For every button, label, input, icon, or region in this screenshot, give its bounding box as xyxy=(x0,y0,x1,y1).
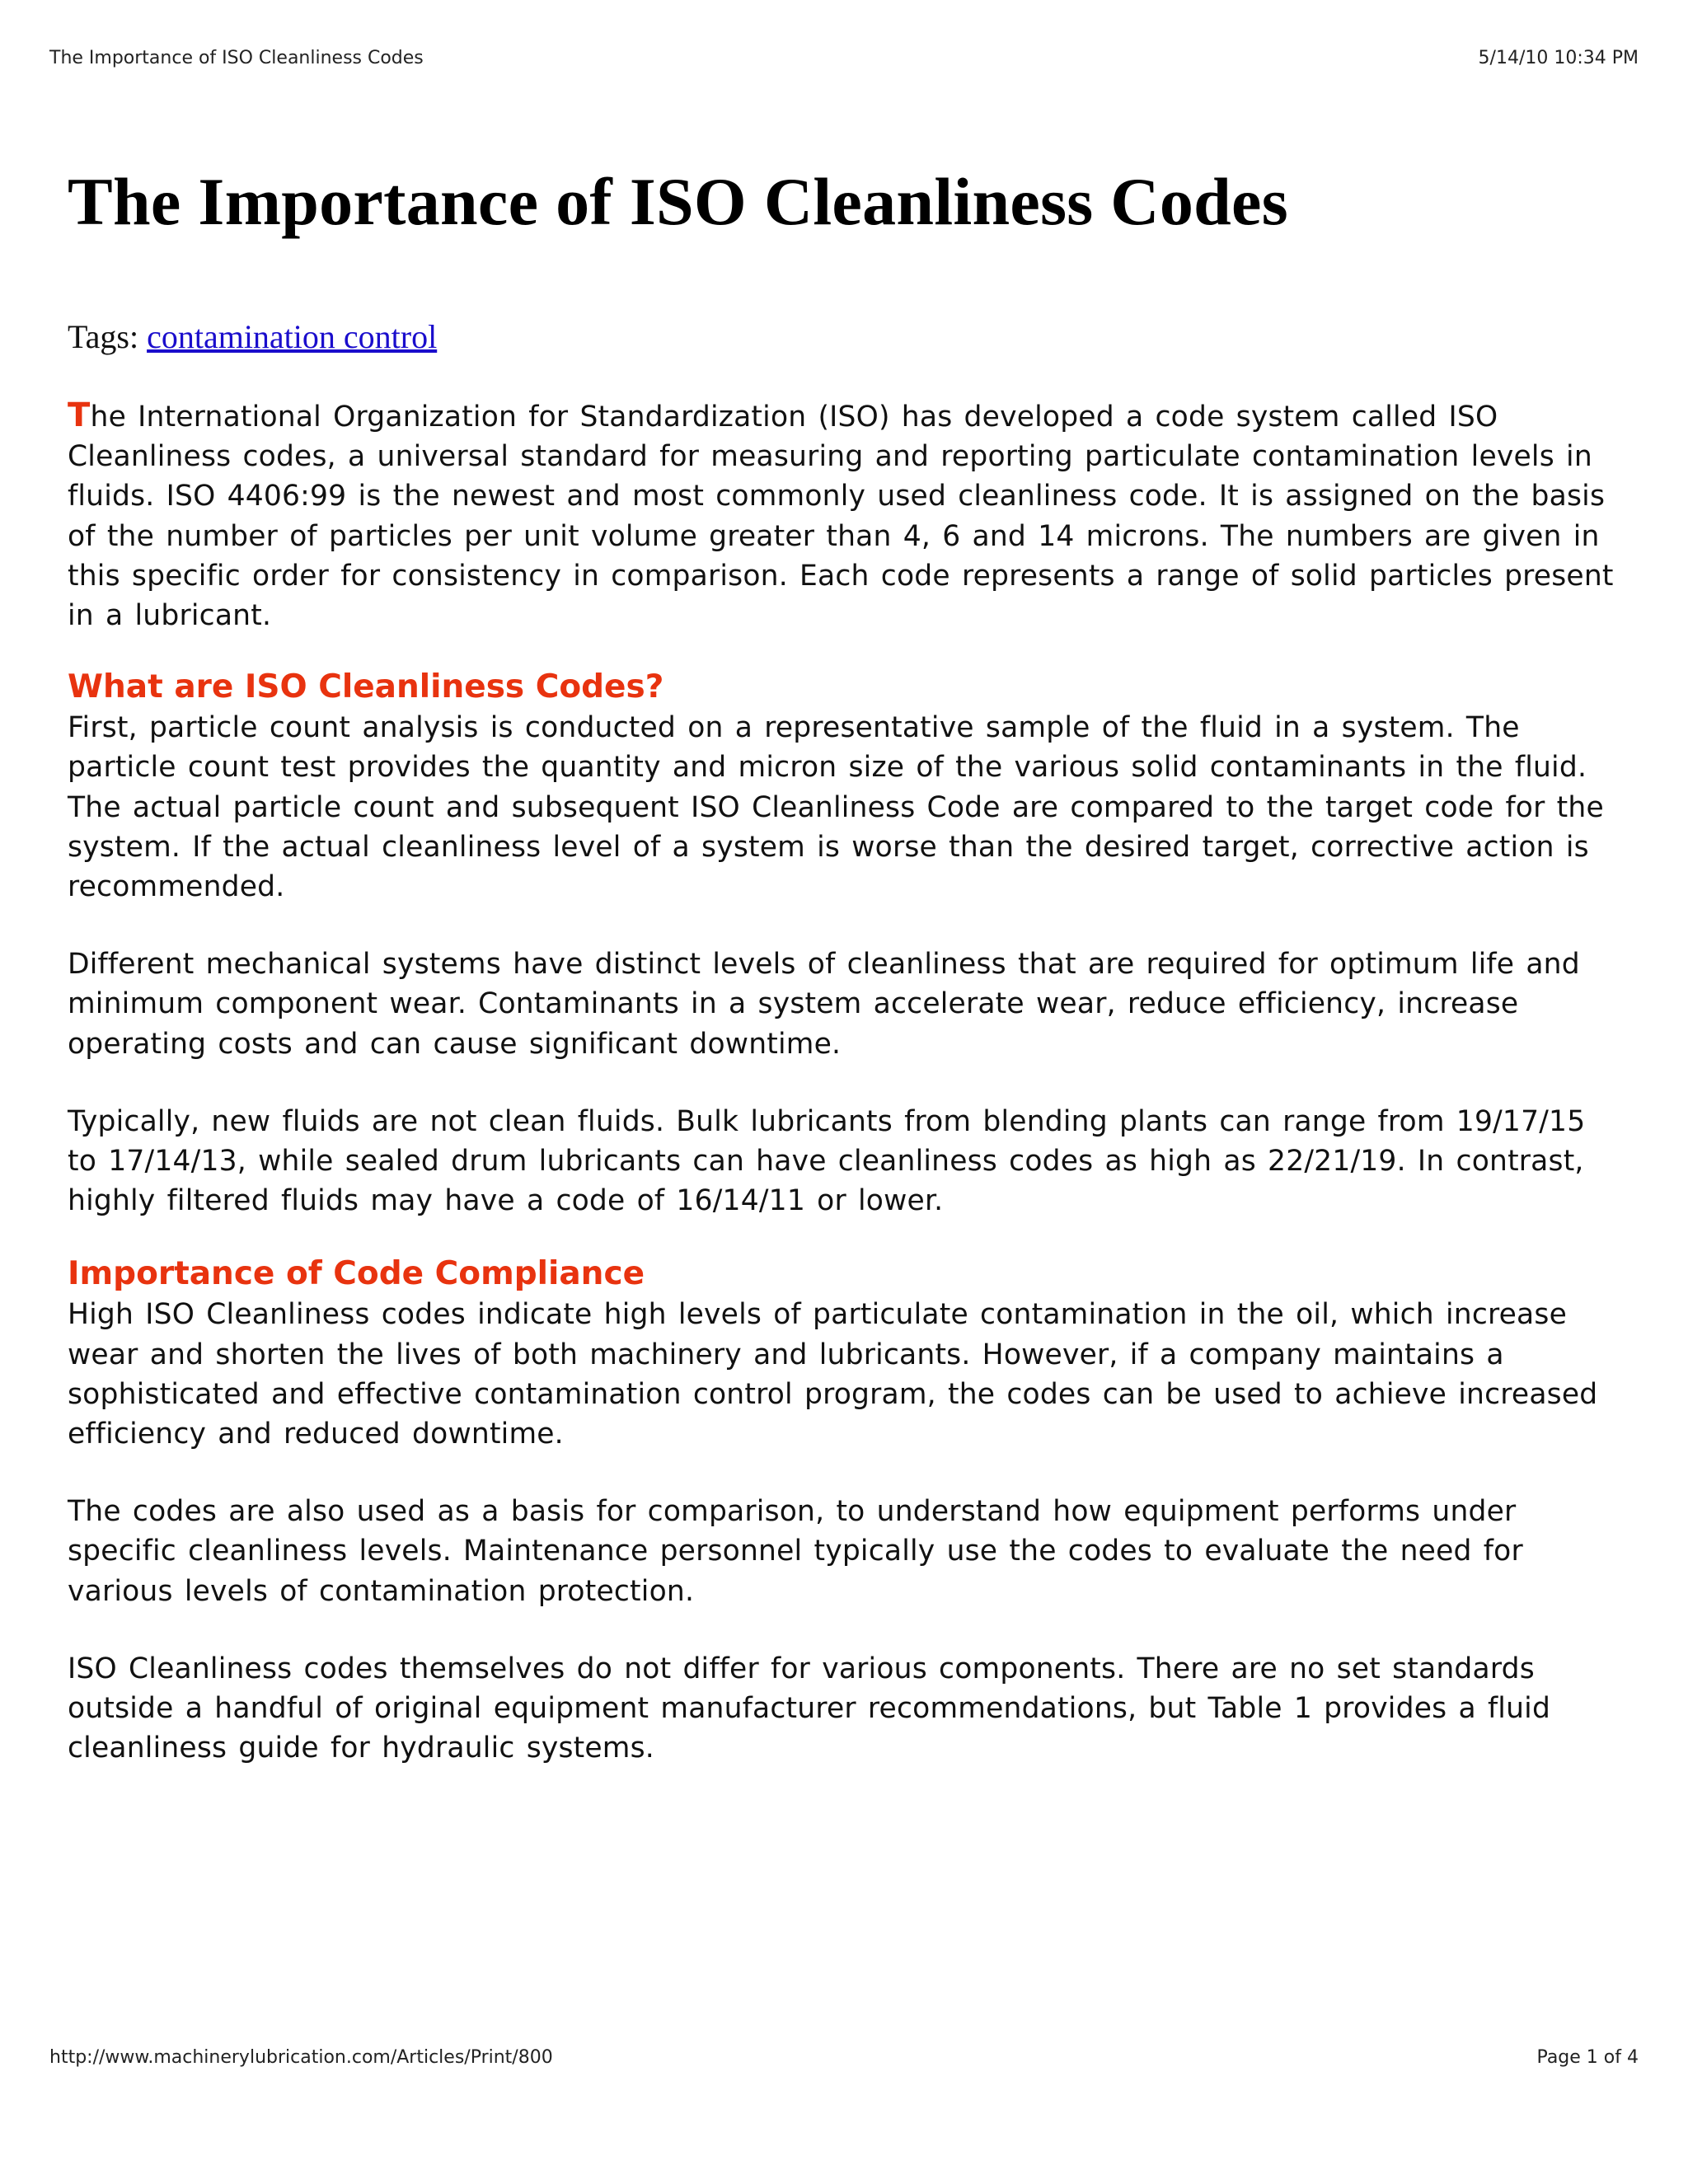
tag-link-contamination-control[interactable]: contamination control xyxy=(147,318,438,355)
page-title: The Importance of ISO Cleanliness Codes xyxy=(68,164,1288,239)
footer-page-number: Page 1 of 4 xyxy=(1536,2047,1639,2068)
tags-line xyxy=(68,316,1622,358)
print-header-title: The Importance of ISO Cleanliness Codes xyxy=(49,48,424,68)
section2-paragraph-3: ISO Cleanliness codes themselves do not differ for various components. There are no set standards outside a handful of original equipment manufacturer recommendations, but Table 1 provides a fluid cleanliness guide for hydraulic systems. xyxy=(68,1652,1551,1765)
section1-paragraph-2: Different mechanical systems have distinct levels of cleanliness that are required for optimum life and minimum component wear. Contaminants in a system accelerate wear, reduce efficiency, increase operating costs and can cause significant downtime. xyxy=(68,948,1580,1061)
section-heading-code-compliance: Importance of Code Compliance xyxy=(68,1255,645,1293)
intro-paragraph xyxy=(68,396,1622,635)
section-heading-what-are-iso-codes: What are ISO Cleanliness Codes? xyxy=(68,668,664,706)
tags-label: Tags: xyxy=(68,318,139,355)
section1-paragraph-1: First, particle count analysis is conducted on a representative sample of the fluid in a system. The particle count test provides the quantity and micron size of the various solid contaminants in the fluid. The actual particle count and subsequent ISO Cleanliness Code are compared to the target code for the system. If the actual cleanliness level of a system is worse than the desired target, corrective action is recommended. xyxy=(68,711,1604,904)
intro-dropcap: T xyxy=(68,396,91,434)
section2-paragraph-2: The codes are also used as a basis for comparison, to understand how equipment performs under specific cleanliness levels. Maintenance personnel typically use the codes to evaluate the need for various levels of contamination protection. xyxy=(68,1495,1523,1608)
print-header-datetime: 5/14/10 10:34 PM xyxy=(1478,48,1639,68)
article xyxy=(68,157,1622,1768)
intro-text: he International Organization for Standardization (ISO) has developed a code system called ISO Cleanliness codes, a universal standard for measuring and reporting particulate contamination levels in fluids. ISO 4406:99 is the newest and most commonly used cleanliness code. It is assigned on the basis of the number of particles per unit volume greater than 4, 6 and 14 microns. The numbers are given in this specific order for consistency in comparison. Each code represents a range of solid particles present in a lubricant. xyxy=(68,401,1614,633)
section2-paragraph-1: High ISO Cleanliness codes indicate high levels of particulate contamination in the oil, which increase wear and shorten the lives of both machinery and lubricants. However, if a company maintains a sophisticated and effective contamination control program, the codes can be used to achieve increased efficiency and reduced downtime. xyxy=(68,1298,1598,1451)
footer-url: http://www.machinerylubrication.com/Articles/Print/800 xyxy=(49,2047,553,2068)
section1-paragraph-3: Typically, new fluids are not clean fluids. Bulk lubricants from blending plants can range from 19/17/15 to 17/14/13, while sealed drum lubricants can have cleanliness codes as high as 22/21/19. In contrast, highly filtered fluids may have a code of 16/14/11 or lower. xyxy=(68,1104,1586,1218)
